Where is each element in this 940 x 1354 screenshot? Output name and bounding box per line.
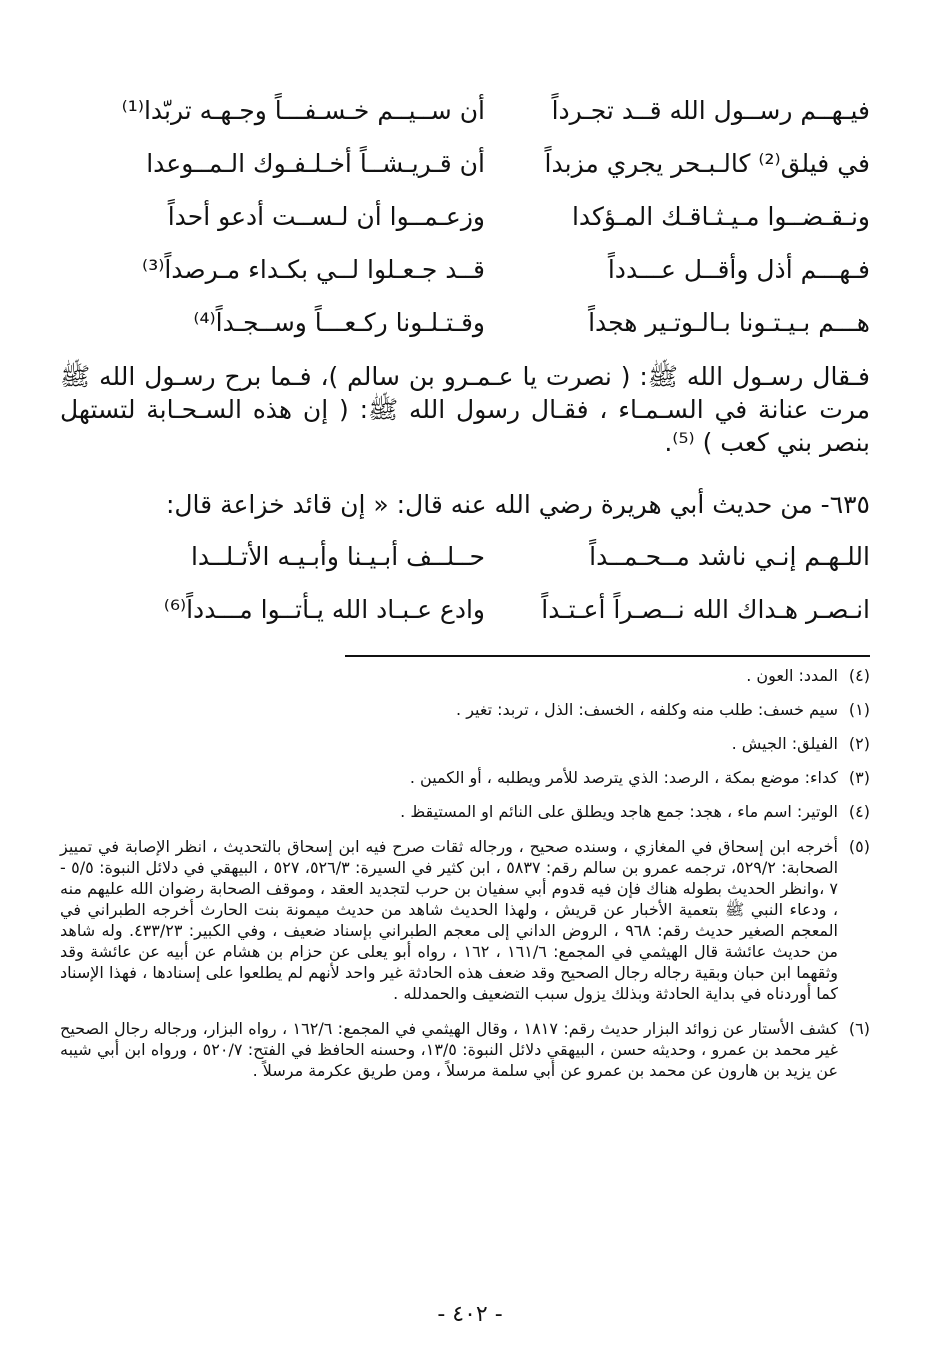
footnote-text: المدد: العون .	[746, 666, 838, 685]
hadith-heading: ٦٣٥- من حديث أبي هريرة رضي الله عنه قال: « إن قائد خزاعة قال:	[165, 490, 870, 519]
footnote-number: (٤)	[848, 802, 870, 821]
footnote	[60, 1018, 870, 1081]
footnote-text: الفيلق: الجيش .	[731, 734, 838, 753]
footnote-number: (١)	[848, 700, 870, 719]
footnote	[60, 802, 870, 822]
verse-first-hemistich: فيـهــم رســول الله قــد تجـرداً	[551, 96, 870, 125]
footnote-number: (٣)	[848, 768, 870, 787]
verse-second-hemistich: حــلــف أبـيـنا وأبـيـه الأتـلــدا	[190, 542, 485, 571]
narration-paragraph: فـقال رسـول الله ﷺ: ( نصرت يا عـمـرو بن سالم )، فـما برح رسـول الله ﷺ مرت عنانة في السـمـاء ، فقـال رسول الله ﷺ: ( إن هذه السـحـابة لتستهل بنصر بني كعب ) ⁽⁵⁾.	[60, 362, 870, 457]
verse-first-hemistich: هـــم بـيـتـونا بـالـوتـير هجداً	[588, 308, 870, 337]
verse-line	[60, 84, 870, 137]
footnote	[60, 836, 870, 1004]
verse-first-hemistich: في فيلق⁽²⁾ كالـبـحر يجري مزبداً	[544, 149, 870, 178]
footnote-text: أخرجه ابن إسحاق في المغازي ، وسنده صحيح ، ورجاله ثقات صرح فيه ابن إسحاق بالتحديث ، انظر الإصابة في تمييز الصحابة: ٥٢٩/٢، ترجمه عمرو بن سالم رقم: ٥٨٣٧ ، ابن كثير في السيرة: ٥٢٦/٣، ٥٢٧ ، البيهقي في دلائل النبوة: ٥/٥ - ٧ ،وانظر الحديث بطوله هناك فإن فيه قدوم أبي سفيان بن حرب لتجديد العقد ، وموقف الصحابة رضوان الله عليهم منه ، ودعاء النبي ﷺ بتعمية الأخبار عن قريش ، ولهذا الحديث شاهد من حديث ميمونة بنت الحارث أخرجه الطبراني في المعجم الصغير حديث رقم: ٩٦٨ ، الروض الداني إلى معجم الطبراني بإسناد ضعيف ، وفي الكبير: ٤٣٣/٢٣. وله شاهد من حديث عائشة قال الهيثمي في المجمع: ١٦١/٦ ، ١٦٢ ، رواه أبو يعلى عن حزام بن هشام عن أبيه عن عائشة وقد وثقهما ابن حبان وبقية رجاله رجال الصحيح وقد ضعف هذه الحادثة غير واحد لأنهم لم يطلعوا على إسنادها ، فهذا الإسناد كما أوردناه في بداية الحادثة وبذلك يزول سبب التضعيف والحمدلله .	[60, 837, 839, 1003]
verse-first-hemistich: اللـهـم إنـي ناشد مــحـمــداً	[589, 542, 870, 571]
verse-line	[60, 243, 870, 296]
footnotes	[60, 666, 870, 1095]
verse-line	[60, 137, 870, 190]
verse-second-hemistich: وقـتـلـونا ركـعـــاً وســجـداً⁽⁴⁾	[193, 308, 485, 337]
verse-second-hemistich: أن قـريـشــاً أخـلـفـوك الـمــوعدا	[146, 149, 485, 178]
footnote-text: كشف الأستار عن زوائد البزار حديث رقم: ١٨١٧ ، وقال الهيثمي في المجمع: ١٦٢/٦ ، رواه البزار، ورجاله رجال الصحيح غير محمد بن عمرو ، وحديثه حسن ، البيهقي دلائل النبوة: ١٣/٥، وحسنه الحافظ في الفتح: ٥٢٠/٧ ، ورواه ابن أبي شيبه عن يزيد بن هارون عن محمد بن عمرو عن أبي سلمة مرسلاً ، ومن طريق عكرمة مرسلاً .	[60, 1019, 839, 1080]
poem-verses-second	[60, 530, 870, 636]
footnote-number: (٦)	[848, 1019, 870, 1038]
footnote-text: الوتير: اسم ماء ، هجد: جمع هاجد ويطلق على النائم او المستيقظ .	[400, 802, 838, 821]
verse-line	[60, 530, 870, 583]
verse-second-hemistich: وادع عـبـاد الله يـأتــوا مـــدداً⁽⁶⁾	[163, 595, 485, 624]
footnote	[60, 734, 870, 754]
verse-second-hemistich: قــد جـعـلوا لــي بكـداء مـرصداً⁽³⁾	[142, 255, 485, 284]
verse-second-hemistich: أن ســيــم خـسـفـــاً وجـهـه تربّدا⁽¹⁾	[121, 96, 485, 125]
verse-first-hemistich: ونـقـضــوا مـيـثـاقـك المـؤكدا	[571, 202, 870, 231]
verse-line	[60, 296, 870, 349]
footnote-text: سيم خسف: طلب منه وكلفه ، الخسف: الذل ، تربد: تغير .	[456, 700, 838, 719]
footnote	[60, 768, 870, 788]
footnote	[60, 700, 870, 720]
poem-verses	[60, 84, 870, 349]
verse-first-hemistich: انـصـر هـداك الله نــصـراً أعـتـداً	[541, 595, 870, 624]
page-number: - ٤٠٢ -	[437, 1302, 503, 1327]
footnote-number: (٢)	[848, 734, 870, 753]
verse-first-hemistich: فـهـــم أذل وأقــل عـــدداً	[607, 255, 870, 284]
verse-second-hemistich: وزعـمــوا أن لـســت أدعو أحداً	[167, 202, 485, 231]
footnote-text: كداء: موضع بمكة ، الرصد: الذي يترصد للأمر ويطلبه ، أو الكمين .	[409, 768, 838, 787]
verse-line	[60, 583, 870, 636]
footnote	[60, 666, 870, 686]
footnote-number: (٥)	[848, 837, 870, 856]
verse-line	[60, 190, 870, 243]
footnote-number: (٤)	[848, 666, 870, 685]
footnote-divider	[345, 655, 870, 657]
